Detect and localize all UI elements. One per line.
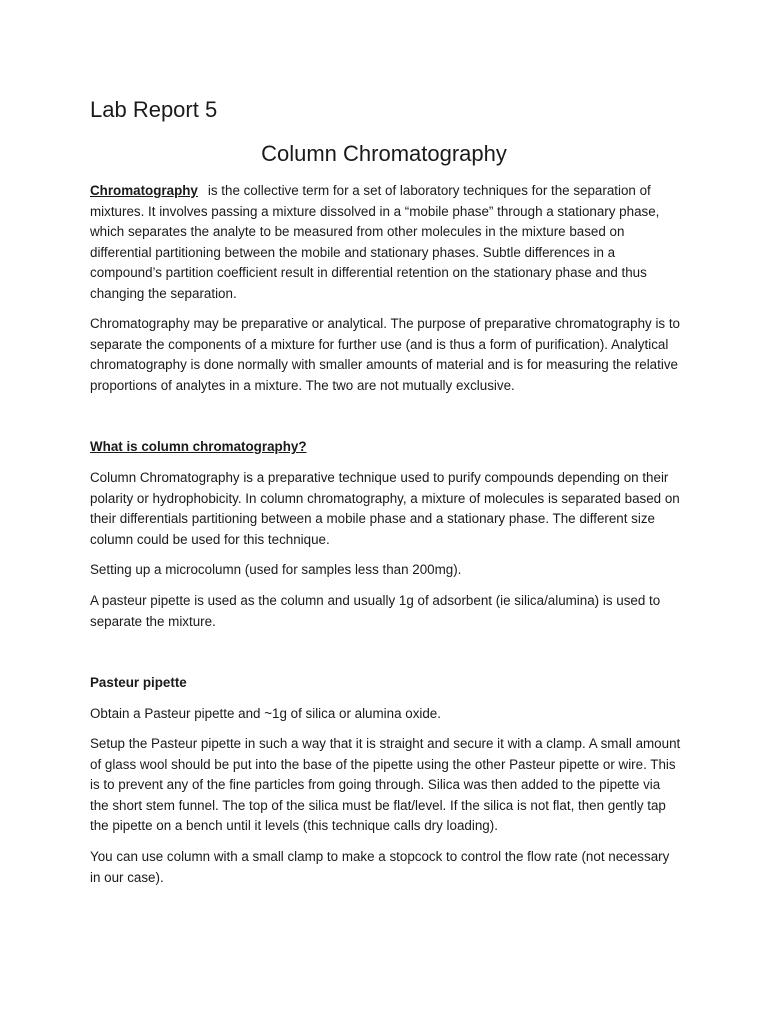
document-title: Column Chromatography: [261, 141, 507, 166]
intro-text: is the collective term for a set of laboratory techniques for the separation of mixtures. It involves passing a mixture dissolved in a “mobile phase” through a stationary phase, which separates the analyte to be measured from other molecules in the mixture based on differential partitioning between the mobile and stationary phases. Subtle differences in a compound’s partition coefficient result in differential retention on the stationary phase and thus changing the separation.: [90, 183, 660, 301]
intro-term: Chromatography: [90, 183, 198, 198]
lab-report-title: Lab Report 5: [90, 97, 218, 122]
column-chromatography-paragraph: Column Chromatography is a preparative technique used to purify compounds depending on their polarity or hydrophobicity. In column chromatography, a mixture of molecules is separated based on their differentials partitioning between a mobile phase and a stationary phase. The different size column could be used for this technique.: [90, 470, 680, 547]
stopcock-paragraph: You can use column with a small clamp to make a stopcock to control the flow rate (not necessary in our case).: [90, 849, 670, 885]
setup-pipette-paragraph: Setup the Pasteur pipette in such a way that it is straight and secure it with a clamp. A small amount of glass wool should be put into the base of the pipette using the other Pasteur pipette or wire. This is to prevent any of the fine particles from going through. Silica was then added to the pipette via the short stem funnel. The top of the silica must be flat/level. If the silica is not flat, then gently tap the pipette on a bench until it levels (this technique calls dry loading).: [90, 736, 681, 833]
preparative-analytical-paragraph: Chromatography may be preparative or analytical. The purpose of preparative chromatography is to separate the components of a mixture for further use (and is thus a form of purification). Analytical chromatography is done normally with smaller amounts of material and is for measuring the relative proportions of analytes in a mixture. The two are not mutually exclusive.: [90, 316, 680, 393]
pasteur-column-paragraph: A pasteur pipette is used as the column and usually 1g of adsorbent (ie silica/alumina) is used to separate the mixture.: [90, 593, 661, 629]
section-heading-column-chromatography: What is column chromatography?: [90, 439, 307, 454]
intro-paragraph: [90, 181, 682, 304]
obtain-pipette-paragraph: Obtain a Pasteur pipette and ~1g of silica or alumina oxide.: [90, 706, 441, 721]
section-heading-pasteur-pipette: Pasteur pipette: [90, 675, 187, 690]
microcolumn-paragraph: Setting up a microcolumn (used for samples less than 200mg).: [90, 562, 462, 577]
